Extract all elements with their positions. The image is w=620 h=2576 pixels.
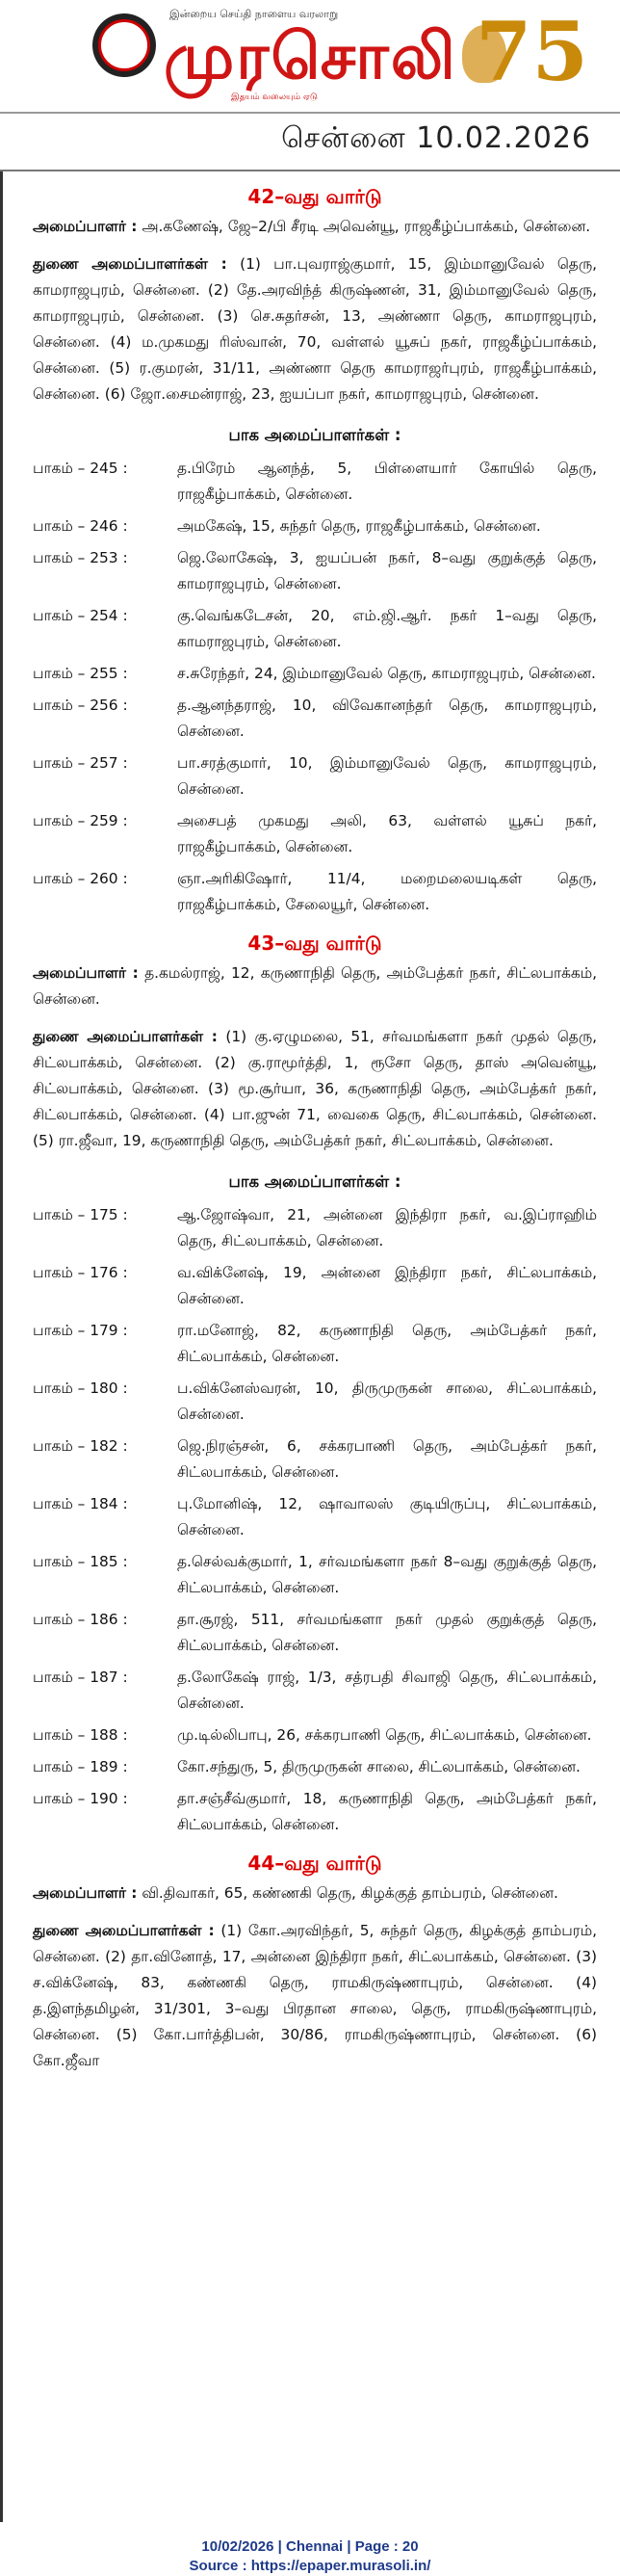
booth-code: பாகம் – 180 : (33, 1380, 128, 1397)
booth-text: ச.சுரேந்தர், 24, இம்மானுவேல் தெரு, காமராஜபுரம், சென்னை. (177, 665, 596, 682)
booth-code: பாகம் – 189 : (33, 1758, 128, 1775)
footer (0, 2537, 620, 2576)
booth-code: பாகம் – 186 : (33, 1611, 128, 1628)
booth-text: தா.சூரஜ், 511, சர்வமங்களா நகர் முதல் குறுக்குத் தெரு, சிட்லபாக்கம், சென்னை. (177, 1611, 597, 1654)
masthead (0, 0, 620, 114)
booth-text: பா.சரத்குமார், 10, இம்மானுவேல் தெரு, காமராஜபுரம், சென்னை. (177, 754, 597, 798)
booth-row (33, 603, 597, 655)
booth-row (33, 750, 597, 802)
booth-code: பாகம் – 179 : (33, 1322, 128, 1339)
deputies-paragraph (33, 251, 597, 407)
deputies-label: துணை அமைப்பாளர்கள் : (33, 1922, 215, 1939)
booth-text: வ.விக்னேஷ், 19, அன்னை இந்திரா நகர், சிட்லபாக்கம், சென்னை. (177, 1264, 597, 1307)
booth-row (33, 1491, 597, 1543)
booth-text: த.ஆனந்தராஜ், 10, விவேகானந்தர் தெரு, காமராஜபுரம், சென்னை. (177, 697, 597, 740)
booth-text: ஜெ.நிரஞ்சன், 6, சக்கரபாணி தெரு, அம்பேத்கர் நகர், சிட்லபாக்கம், சென்னை. (177, 1437, 597, 1481)
booth-text: அசைபத் முகமது அலி, 63, வள்ளல் யூசுப் நகர், ராஜகீழ்பாக்கம், சென்னை. (177, 812, 597, 855)
booth-text: த.செல்வக்குமார், 1, சர்வமங்களா நகர் 8–வது குறுக்குத் தெரு, சிட்லபாக்கம், சென்னை. (177, 1553, 597, 1596)
booth-code: பாகம் – 188 : (33, 1726, 128, 1744)
booth-row (33, 1260, 597, 1312)
deputies-text: (1) கோ.அரவிந்தர், 5, சுந்தர் தெரு, கிழக்குத் தாம்பரம், சென்னை. (2) தா.வினோத், 17, அன்னை இந்திரா நகர், சிட்லபாக்கம், சென்னை. (3) ச.விக்னேஷ், 83, கண்ணகி தெரு, ராமகிருஷ்ணாபுரம், சென்னை. (4) த.இளந்தமிழன், 31/301, 3–வது பிரதான சாலை, தெரு, ராமகிருஷ்ணாபுரம், சென்னை. (5) கோ.பார்த்திபன், 30/86, ராமகிருஷ்ணாபுரம், சென்னை. (6) கோ.ஜீவா (33, 1922, 597, 2069)
ward-title: 43–வது வார்டு (247, 932, 382, 955)
organizer-paragraph (33, 214, 597, 240)
booth-heading: பாக அமைப்பாளர்கள் : (228, 1172, 401, 1191)
booth-code: பாகம் – 245 : (33, 460, 128, 477)
footer-date-line: 10/02/2026 | Chennai | Page : 20 (201, 2538, 419, 2555)
article (0, 171, 620, 2541)
booth-code: பாகம் – 185 : (33, 1553, 128, 1570)
booth-row (33, 1433, 597, 1485)
organizer-label: அமைப்பாளர் : (33, 1884, 138, 1902)
booth-text: கோ.சந்துரு, 5, திருமுருகன் சாலை, சிட்லபாக்கம், சென்னை. (177, 1758, 581, 1775)
booth-row (33, 456, 597, 508)
booth-text: கு.வெங்கடேசன், 20, எம்.ஜி.ஆர். நகர் 1–வது தெரு, காமராஜபுரம், சென்னை. (177, 607, 597, 650)
booth-text: ஞா.அரிகிஷோர், 11/4, மறைமலையடிகள் தெரு, ராஜகீழ்பாக்கம், சேலையூர், சென்னை. (177, 870, 597, 913)
deputies-paragraph (33, 1024, 597, 1154)
booth-code: பாகம் – 184 : (33, 1495, 128, 1512)
booth-row (33, 513, 597, 539)
booth-code: பாகம் – 254 : (33, 607, 128, 624)
booth-code: பாகம் – 175 : (33, 1206, 128, 1223)
booth-text: தா.சஞ்சீவ்குமார், 18, கருணாநிதி தெரு, அம்பேத்கர் நகர், சிட்லபாக்கம், சென்னை. (177, 1790, 597, 1833)
booth-row (33, 545, 597, 597)
booth-row (33, 1607, 597, 1659)
booth-text: ஆ.ஜோஷ்வா, 21, அன்னை இந்திரா நகர், வ.இப்ராஹிம் தெரு, சிட்லபாக்கம், சென்னை. (177, 1206, 597, 1249)
booth-code: பாகம் – 260 : (33, 870, 128, 887)
organizer-label: அமைப்பாளர் : (33, 218, 138, 235)
ward-title: 44–வது வார்டு (247, 1852, 382, 1875)
booth-code: பாகம் – 253 : (33, 549, 128, 566)
booth-code: பாகம் – 255 : (33, 665, 128, 682)
party-emblem-icon (92, 13, 156, 77)
tagline: இன்றைய செய்தி நாளைய வரலாறு (169, 8, 339, 20)
dateline (0, 114, 620, 171)
booth-heading: பாக அமைப்பாளர்கள் : (228, 426, 401, 444)
anniversary-number: 75 (476, 4, 588, 99)
anniversary-badge (462, 4, 588, 102)
deputies-text: (1) பா.புவராஜ்குமார், 15, இம்மானுவேல் தெரு, காமராஜபுரம், சென்னை. (2) தே.அரவிந்த் கிருஷ்ணன், 31, இம்மானுவேல் தெரு, காமராஜபுரம், சென்னை. (3) செ.சுதர்சன், 13, அண்ணா தெரு, காமராஜபுரம், சென்னை. (4) ம.முகமது ரிஸ்வான், 70, வள்ளல் யூசுப் நகர், ராஜகீழ்ப்பாக்கம், சென்னை. (5) ர.குமரன், 31/11, அண்ணா தெரு காமராஜர்புரம், ராஜகீழ்பாக்கம், சென்னை. (6) ஜோ.சைமன்ராஜ், 23, ஐயப்பா நகர், காமராஜபுரம், சென்னை. (33, 255, 597, 403)
booth-text: ரா.மனோஜ், 82, கருணாநிதி தெரு, அம்பேத்கர் நகர், சிட்லபாக்கம், சென்னை. (177, 1322, 597, 1365)
column-rule (0, 171, 3, 2522)
organizer-paragraph (33, 1880, 597, 1906)
deputies-paragraph (33, 1918, 597, 2074)
booth-row (33, 1754, 597, 1780)
booth-text: ஜெ.லோகேஷ், 3, ஐயப்பன் நகர், 8–வது குறுக்குத் தெரு, காமராஜபுரம், சென்னை. (177, 549, 597, 592)
booth-row (33, 1202, 597, 1254)
booth-text: அமகேஷ், 15, சுந்தர் தெரு, ராஜகீழ்பாக்கம், சென்னை. (177, 517, 541, 535)
article-column (33, 171, 597, 2086)
ward-title: 42–வது வார்டு (247, 185, 382, 208)
organizer-paragraph (33, 960, 597, 1012)
booth-code: பாகம் – 259 : (33, 812, 128, 829)
deputies-label: துணை அமைப்பாளர்கள் : (33, 1028, 218, 1045)
booth-row (33, 1722, 597, 1748)
booth-code: பாகம் – 182 : (33, 1437, 128, 1455)
footer-source-link[interactable]: Source : https://epaper.murasoli.in/ (189, 2558, 431, 2574)
booth-row (33, 1549, 597, 1601)
booth-text: பு.மோனிஷ், 12, ஷாவாலஸ் குடியிருப்பு, சிட்லபாக்கம், சென்னை. (177, 1495, 597, 1538)
booth-text: ப.விக்னேஸ்வரன், 10, திருமுருகன் சாலை, சிட்லபாக்கம், சென்னை. (177, 1380, 597, 1423)
booth-text: மு.டில்லிபாபு, 26, சக்கரபாணி தெரு, சிட்லபாக்கம், சென்னை. (177, 1726, 592, 1744)
booth-text: த.லோகேஷ் ராஜ், 1/3, சத்ரபதி சிவாஜி தெரு, சிட்லபாக்கம், சென்னை. (177, 1669, 597, 1712)
booth-row (33, 1376, 597, 1428)
booth-row (33, 1318, 597, 1370)
booth-code: பாகம் – 187 : (33, 1669, 128, 1686)
deputies-text: (1) கு.ஏழுமலை, 51, சர்வமங்களா நகர் முதல் தெரு, சிட்லபாக்கம், சென்னை. (2) கு.ராமூர்த்தி, 1, ரூசோ தெரு, தாஸ் அவென்யூ, சிட்லபாக்கம், சென்னை. (3) மூ.சூர்யா, 36, கருணாநிதி தெரு, அம்பேத்கர் நகர், சிட்லபாக்கம், சென்னை. (4) பா.ஜுன் 71, வைகை தெரு, சிட்லபாக்கம், சென்னை. (5) ரா.ஜீவா, 19, கருணாநிதி தெரு, அம்பேத்கர் நகர், சிட்லபாக்கம், சென்னை. (33, 1028, 597, 1149)
organizer-label: அமைப்பாளர் : (33, 964, 139, 982)
booth-code: பாகம் – 256 : (33, 697, 128, 714)
booth-row (33, 1665, 597, 1717)
dateline-text: சென்னை 10.02.2026 (281, 121, 591, 155)
booth-code: பாகம் – 176 : (33, 1264, 128, 1281)
booth-code: பாகம் – 246 : (33, 517, 128, 535)
organizer-text: அ.கணேஷ், ஜே–2/பி சீரடி அவென்யூ, ராஜகீழ்ப்பாக்கம், சென்னை. (142, 218, 591, 235)
booth-code: பாகம் – 190 : (33, 1790, 128, 1807)
logo-subtitle: இதயம் வலையும் ஏடு (231, 92, 318, 102)
booth-row (33, 866, 597, 918)
booth-text: த.பிரேம் ஆனந்த், 5, பிள்ளையார் கோயில் தெரு, ராஜகீழ்பாக்கம், சென்னை. (177, 460, 597, 503)
organizer-text: வி.திவாகர், 65, கண்ணகி தெரு, கிழக்குத் தாம்பரம், சென்னை. (142, 1884, 558, 1902)
booth-row (33, 808, 597, 860)
booth-code: பாகம் – 257 : (33, 754, 128, 772)
booth-row (33, 693, 597, 745)
deputies-label: துணை அமைப்பாளர்கள் : (33, 255, 227, 273)
newspaper-logo: முரசொலி (164, 18, 457, 93)
booth-row (33, 1786, 597, 1838)
organizer-text: த.கமல்ராஜ், 12, கருணாநிதி தெரு, அம்பேத்கர் நகர், சிட்லபாக்கம், சென்னை. (33, 964, 597, 1008)
booth-row (33, 661, 597, 687)
